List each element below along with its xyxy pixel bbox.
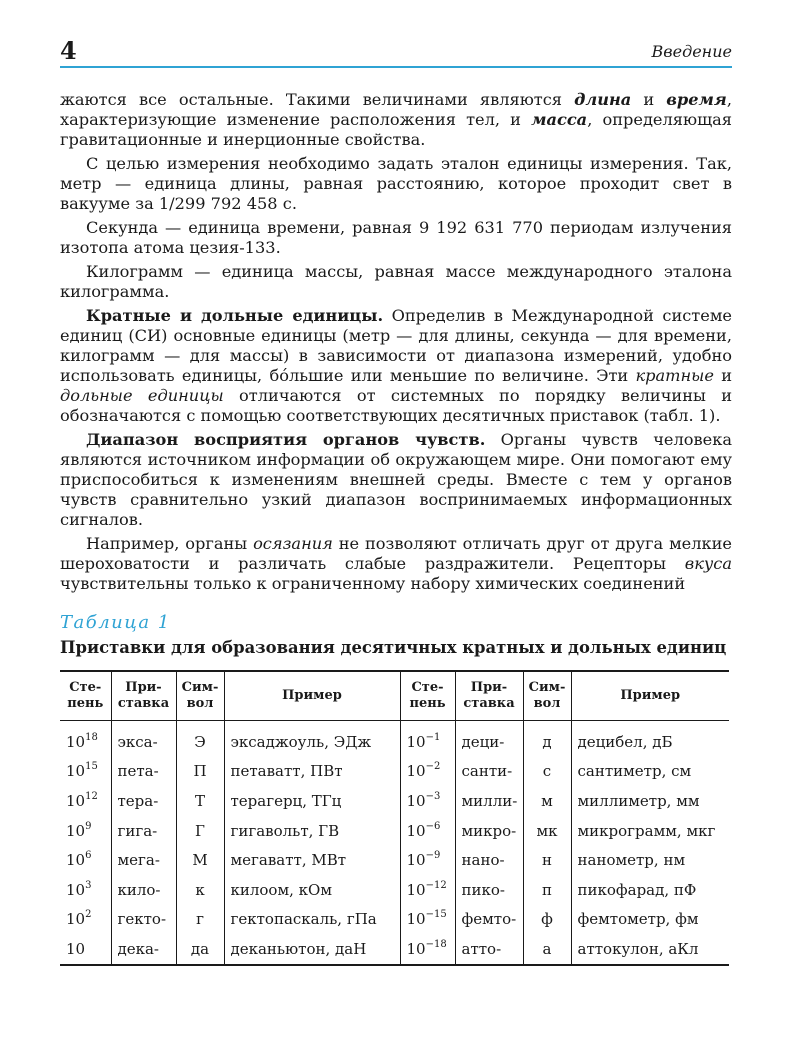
prefixes-table: [60, 670, 729, 966]
cell-prefix: [111, 757, 176, 787]
running-head: Введение: [651, 42, 732, 61]
text-run: не позволяют отличать друг от друга мелкие шероховатости и различать слабые раздражители. Рецепторы: [60, 534, 733, 573]
cell-example: [571, 934, 729, 965]
cell-prefix: [111, 845, 176, 875]
emphasized-text: Кратные и дольные единицы.: [86, 306, 384, 325]
header-power: Сте- пень: [60, 671, 111, 721]
cell-power: [400, 786, 455, 816]
paragraph: [60, 534, 732, 594]
header-rule: [60, 66, 732, 68]
cell-power: [60, 845, 111, 875]
cell-symbol: [176, 875, 224, 905]
example-value: аттокулон, аКл: [577, 939, 699, 958]
cell-example: [224, 721, 400, 757]
exponent: 3: [85, 879, 92, 891]
paragraph: [60, 430, 732, 530]
paragraph: [60, 218, 732, 258]
symbol-value: с: [542, 762, 552, 781]
text-run: Килограмм — единица массы, равная массе международного эталона килограмма.: [60, 262, 732, 301]
emphasized-text: вкуса: [684, 554, 732, 573]
text-run: Определив в Международной системе единиц (СИ) основные единицы (метр — для длины, секунда — для времени, килограмм — для массы) в зависимости от диапазона измерений, удобно использовать единицы, бóльшие или меньшие по величине. Эти: [60, 306, 732, 385]
text-run: Секунда — единица времени, равная 9 192 631 770 периодам излучения изотопа атома цезия-133.: [60, 218, 732, 257]
symbol-value: Э: [194, 732, 206, 751]
emphasized-text: кратные: [635, 366, 714, 385]
prefix-value: гига-: [117, 821, 158, 840]
cell-power: [60, 816, 111, 846]
symbol-value: н: [542, 851, 552, 870]
symbol-value: да: [190, 939, 210, 958]
cell-power: [400, 934, 455, 965]
example-value: нанометр, нм: [577, 851, 686, 870]
cell-prefix: [455, 905, 523, 935]
header-power: Сте- пень: [400, 671, 455, 721]
header-symbol: Сим- вол: [523, 671, 571, 721]
cell-example: [571, 757, 729, 787]
emphasized-text: масса: [531, 110, 588, 129]
cell-power: [60, 786, 111, 816]
power-value: 10: [406, 880, 426, 899]
text-run: , определяющая гравитационные и инерционные свойства.: [60, 110, 732, 149]
exponent: −9: [425, 850, 441, 862]
power-value: 10: [406, 732, 426, 751]
emphasized-text: дольные единицы: [60, 386, 224, 405]
prefix-value: пико-: [461, 880, 505, 899]
power-value: 10: [406, 791, 426, 810]
cell-example: [224, 875, 400, 905]
exponent: −2: [425, 761, 441, 773]
symbol-value: д: [542, 732, 552, 751]
exponent: −3: [425, 790, 441, 802]
example-value: терагерц, ТГц: [230, 791, 342, 810]
text-run: и: [631, 90, 667, 109]
table-caption: Таблица 1: [60, 612, 171, 633]
cell-prefix: [111, 816, 176, 846]
prefix-value: фемто-: [461, 910, 517, 929]
exponent: 6: [85, 850, 92, 862]
table-title: Приставки для образования десятичных кратных и дольных единиц: [60, 638, 727, 657]
symbol-value: Т: [194, 791, 205, 810]
cell-example: [224, 757, 400, 787]
cell-example: [571, 721, 729, 757]
cell-example: [224, 934, 400, 965]
emphasized-text: осязания: [253, 534, 333, 553]
power-value: 10: [66, 791, 86, 810]
example-value: гигавольт, ГВ: [230, 821, 340, 840]
exponent: −1: [425, 731, 441, 743]
cell-symbol: [523, 875, 571, 905]
power-value: 10: [66, 762, 86, 781]
prefix-value: мега-: [117, 851, 160, 870]
example-value: микрограмм, мкг: [577, 821, 716, 840]
table-header-row: [60, 671, 729, 721]
cell-prefix: [111, 934, 176, 965]
cell-example: [224, 816, 400, 846]
text-run: и: [713, 366, 732, 385]
cell-power: [400, 757, 455, 787]
exponent: −12: [425, 879, 447, 891]
cell-symbol: [176, 905, 224, 935]
cell-symbol: [176, 816, 224, 846]
example-value: фемтометр, фм: [577, 910, 699, 929]
cell-prefix: [455, 757, 523, 787]
prefix-value: милли-: [461, 791, 518, 810]
paragraph: [60, 306, 732, 426]
cell-example: [571, 816, 729, 846]
prefix-value: тера-: [117, 791, 159, 810]
example-value: миллиметр, мм: [577, 791, 700, 810]
cell-prefix: [111, 905, 176, 935]
table-row: [60, 721, 729, 757]
cell-symbol: [523, 816, 571, 846]
cell-power: [60, 757, 111, 787]
header-example: Пример: [571, 671, 729, 721]
prefix-value: дека-: [117, 939, 159, 958]
cell-symbol: [523, 934, 571, 965]
cell-power: [60, 875, 111, 905]
exponent: 15: [85, 761, 98, 773]
emphasized-text: Диапазон восприятия органов чувств.: [86, 430, 486, 449]
cell-power: [400, 816, 455, 846]
prefix-value: экса-: [117, 732, 158, 751]
prefix-value: кило-: [117, 880, 161, 899]
table-row: [60, 875, 729, 905]
cell-prefix: [455, 786, 523, 816]
emphasized-text: длина: [574, 90, 632, 109]
cell-prefix: [111, 786, 176, 816]
exponent: −6: [425, 820, 441, 832]
example-value: децибел, дБ: [577, 732, 673, 751]
cell-example: [571, 875, 729, 905]
power-value: 10: [406, 821, 426, 840]
text-run: чувствительны только к ограниченному набору химических соединений: [60, 574, 686, 593]
prefix-value: санти-: [461, 762, 513, 781]
cell-example: [224, 786, 400, 816]
example-value: гектопаскаль, гПа: [230, 910, 377, 929]
exponent: 18: [85, 731, 98, 743]
header-prefix: При- ставка: [455, 671, 523, 721]
cell-example: [571, 786, 729, 816]
table-row: [60, 816, 729, 846]
prefix-value: пета-: [117, 762, 159, 781]
header-symbol: Сим- вол: [176, 671, 224, 721]
symbol-value: п: [542, 880, 552, 899]
symbol-value: ф: [541, 910, 553, 929]
header-example: Пример: [224, 671, 400, 721]
text-run: Органы чувств человека являются источником информации об окружающем мире. Они помогают ему приспособиться к изменениям внешней среды. Вместе с тем у органов чувств сравнительно узкий диапазон воспринимаемых информационных сигналов.: [60, 430, 732, 529]
cell-symbol: [523, 757, 571, 787]
power-value: 10: [66, 910, 86, 929]
paragraph: [60, 90, 732, 150]
cell-symbol: [523, 845, 571, 875]
symbol-value: г: [196, 910, 204, 929]
prefix-value: деци-: [461, 732, 505, 751]
paragraph: [60, 262, 732, 302]
table-row: [60, 786, 729, 816]
table-row: [60, 934, 729, 965]
cell-example: [224, 845, 400, 875]
cell-prefix: [455, 934, 523, 965]
cell-symbol: [523, 721, 571, 757]
example-value: эксаджоуль, ЭДж: [230, 732, 372, 751]
table-row: [60, 905, 729, 935]
cell-prefix: [455, 816, 523, 846]
prefix-value: атто-: [461, 939, 502, 958]
cell-prefix: [455, 721, 523, 757]
table-body: [60, 721, 729, 965]
power-value: 10: [406, 851, 426, 870]
cell-power: [60, 934, 111, 965]
example-value: пикофарад, пФ: [577, 880, 697, 899]
symbol-value: а: [542, 939, 552, 958]
exponent: 9: [85, 820, 92, 832]
cell-example: [571, 905, 729, 935]
power-value: 10: [66, 821, 86, 840]
example-value: мегаватт, МВт: [230, 851, 347, 870]
cell-power: [400, 845, 455, 875]
cell-symbol: [176, 757, 224, 787]
power-value: 10: [406, 910, 426, 929]
cell-prefix: [111, 721, 176, 757]
power-value: 10: [66, 851, 86, 870]
symbol-value: м: [541, 791, 553, 810]
exponent: −15: [425, 909, 447, 921]
cell-example: [224, 905, 400, 935]
cell-power: [400, 905, 455, 935]
power-value: 10: [406, 939, 426, 958]
cell-example: [571, 845, 729, 875]
prefix-value: микро-: [461, 821, 517, 840]
text-run: отличаются от системных по порядку величины и обозначаются с помощью соответствующих десятичных приставок (табл. 1).: [60, 386, 732, 425]
page-number: 4: [60, 36, 77, 65]
power-value: 10: [406, 762, 426, 781]
example-value: сантиметр, см: [577, 762, 692, 781]
cell-prefix: [111, 875, 176, 905]
text-run: С целью измерения необходимо задать эталон единицы измерения. Так, метр — единица длины, равная расстоянию, которое проходит свет в вакууме за 1/299 792 458 с.: [60, 154, 732, 213]
table-row: [60, 757, 729, 787]
text-run: Например, органы: [86, 534, 254, 553]
symbol-value: к: [195, 880, 205, 899]
cell-prefix: [455, 875, 523, 905]
prefix-value: гекто-: [117, 910, 167, 929]
emphasized-text: время: [666, 90, 727, 109]
cell-power: [400, 875, 455, 905]
cell-power: [60, 721, 111, 757]
prefix-value: нано-: [461, 851, 505, 870]
text-run: жаются все остальные. Такими величинами являются: [60, 90, 575, 109]
power-value: 10: [66, 880, 86, 899]
example-value: килоом, кОм: [230, 880, 333, 899]
symbol-value: П: [193, 762, 207, 781]
cell-symbol: [176, 934, 224, 965]
body-text: [60, 90, 732, 598]
symbol-value: Г: [195, 821, 205, 840]
exponent: −18: [425, 938, 447, 950]
symbol-value: М: [192, 851, 208, 870]
power-value: 10: [66, 939, 86, 958]
example-value: петаватт, ПВт: [230, 762, 343, 781]
cell-power: [60, 905, 111, 935]
cell-power: [400, 721, 455, 757]
text-run: , характеризующие изменение расположения тел, и: [60, 90, 732, 129]
table-row: [60, 845, 729, 875]
header-prefix: При- ставка: [111, 671, 176, 721]
symbol-value: мк: [536, 821, 558, 840]
cell-symbol: [176, 721, 224, 757]
paragraph: [60, 154, 732, 214]
cell-prefix: [455, 845, 523, 875]
cell-symbol: [523, 905, 571, 935]
example-value: деканьютон, даН: [230, 939, 367, 958]
cell-symbol: [523, 786, 571, 816]
cell-symbol: [176, 786, 224, 816]
exponent: 2: [85, 909, 92, 921]
power-value: 10: [66, 732, 86, 751]
exponent: 12: [85, 790, 98, 802]
cell-symbol: [176, 845, 224, 875]
